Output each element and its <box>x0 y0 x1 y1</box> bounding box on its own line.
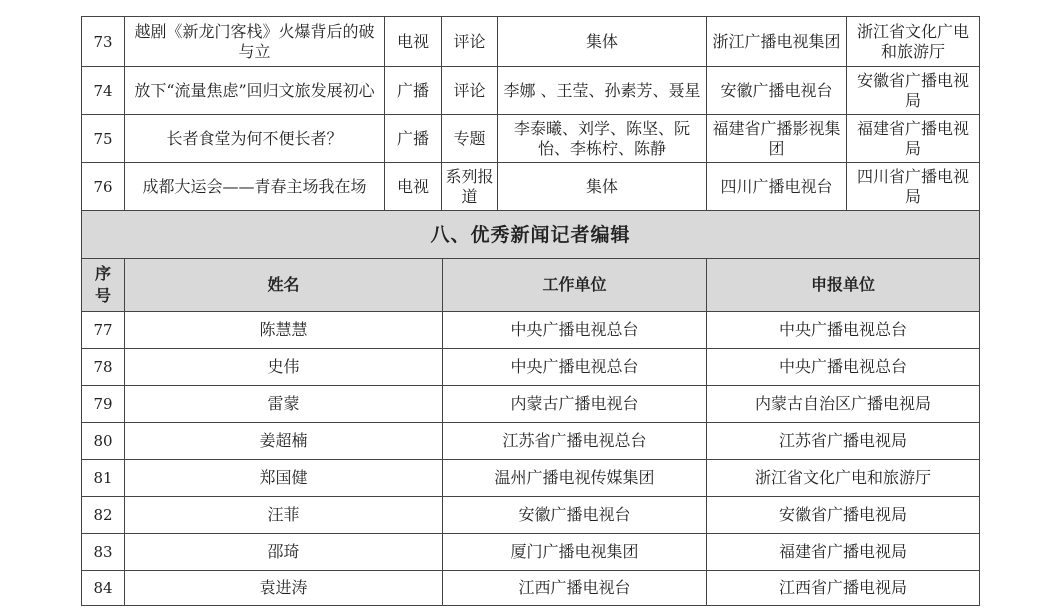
row-number: 78 <box>82 349 125 386</box>
work-unit: 内蒙古广播电视台 <box>443 386 707 423</box>
journalist-name: 雷蒙 <box>125 386 443 423</box>
row-number: 83 <box>82 534 125 571</box>
applicant-unit: 浙江省文化广电和旅游厅 <box>707 460 980 497</box>
row-number: 84 <box>82 571 125 606</box>
section-header-row <box>82 211 980 259</box>
work-unit: 中央广播电视总台 <box>443 349 707 386</box>
table-row <box>82 115 980 163</box>
table-row <box>82 497 980 534</box>
genre: 评论 <box>442 17 498 67</box>
work-unit: 江西广播电视台 <box>443 571 707 606</box>
journalists-table <box>81 258 980 606</box>
award-list-document <box>81 16 979 606</box>
row-number: 80 <box>82 423 125 460</box>
table-row <box>82 17 980 67</box>
work-unit: 中央广播电视总台 <box>443 312 707 349</box>
genre: 专题 <box>442 115 498 163</box>
work-unit: 厦门广播电视集团 <box>443 534 707 571</box>
authors: 集体 <box>498 17 707 67</box>
table-row <box>82 67 980 115</box>
journalist-name: 郑国健 <box>125 460 443 497</box>
table-row <box>82 163 980 211</box>
header-applicant: 申报单位 <box>707 259 980 312</box>
applicant-unit: 浙江省文化广电和旅游厅 <box>847 17 980 67</box>
work-title: 放下“流量焦虑”回归文旅发展初心 <box>125 67 385 115</box>
work-unit: 四川广播电视台 <box>707 163 847 211</box>
work-unit: 安徽广播电视台 <box>443 497 707 534</box>
authors: 李泰曦、刘学、陈坚、阮怡、李栋柠、陈静 <box>498 115 707 163</box>
medium: 电视 <box>385 17 442 67</box>
work-unit: 福建省广播影视集团 <box>707 115 847 163</box>
applicant-unit: 中央广播电视总台 <box>707 349 980 386</box>
table-row <box>82 534 980 571</box>
table-row <box>82 386 980 423</box>
authors: 李娜 、王莹、孙素芳、聂星 <box>498 67 707 115</box>
applicant-unit: 福建省广播电视局 <box>707 534 980 571</box>
header-work-unit: 工作单位 <box>443 259 707 312</box>
work-unit: 安徽广播电视台 <box>707 67 847 115</box>
journalist-name: 姜超楠 <box>125 423 443 460</box>
applicant-unit: 江西省广播电视局 <box>707 571 980 606</box>
medium: 广播 <box>385 67 442 115</box>
genre: 系列报道 <box>442 163 498 211</box>
table-row <box>82 460 980 497</box>
work-title: 长者食堂为何不便长者？ <box>125 115 385 163</box>
header-number: 序号 <box>82 259 125 312</box>
row-number: 76 <box>82 163 125 211</box>
works-table <box>81 16 980 259</box>
work-unit: 江苏省广播电视总台 <box>443 423 707 460</box>
journalist-name: 汪菲 <box>125 497 443 534</box>
row-number: 77 <box>82 312 125 349</box>
row-number: 81 <box>82 460 125 497</box>
journalist-name: 史伟 <box>125 349 443 386</box>
genre: 评论 <box>442 67 498 115</box>
table-row <box>82 312 980 349</box>
medium: 广播 <box>385 115 442 163</box>
applicant-unit: 福建省广播电视局 <box>847 115 980 163</box>
applicant-unit: 江苏省广播电视局 <box>707 423 980 460</box>
header-name: 姓名 <box>125 259 443 312</box>
work-unit: 浙江广播电视集团 <box>707 17 847 67</box>
section-title: 八、优秀新闻记者编辑 <box>82 211 980 259</box>
table-row <box>82 349 980 386</box>
authors: 集体 <box>498 163 707 211</box>
row-number: 82 <box>82 497 125 534</box>
row-number: 75 <box>82 115 125 163</box>
applicant-unit: 安徽省广播电视局 <box>707 497 980 534</box>
journalist-name: 袁进涛 <box>125 571 443 606</box>
table-header-row <box>82 259 980 312</box>
applicant-unit: 四川省广播电视局 <box>847 163 980 211</box>
row-number: 73 <box>82 17 125 67</box>
applicant-unit: 内蒙古自治区广播电视局 <box>707 386 980 423</box>
row-number: 79 <box>82 386 125 423</box>
work-title: 越剧《新龙门客栈》火爆背后的破与立 <box>125 17 385 67</box>
table-row <box>82 423 980 460</box>
applicant-unit: 安徽省广播电视局 <box>847 67 980 115</box>
journalist-name: 陈慧慧 <box>125 312 443 349</box>
work-title: 成都大运会——青春主场我在场 <box>125 163 385 211</box>
row-number: 74 <box>82 67 125 115</box>
journalist-name: 邵琦 <box>125 534 443 571</box>
table-row <box>82 571 980 606</box>
work-unit: 温州广播电视传媒集团 <box>443 460 707 497</box>
applicant-unit: 中央广播电视总台 <box>707 312 980 349</box>
medium: 电视 <box>385 163 442 211</box>
